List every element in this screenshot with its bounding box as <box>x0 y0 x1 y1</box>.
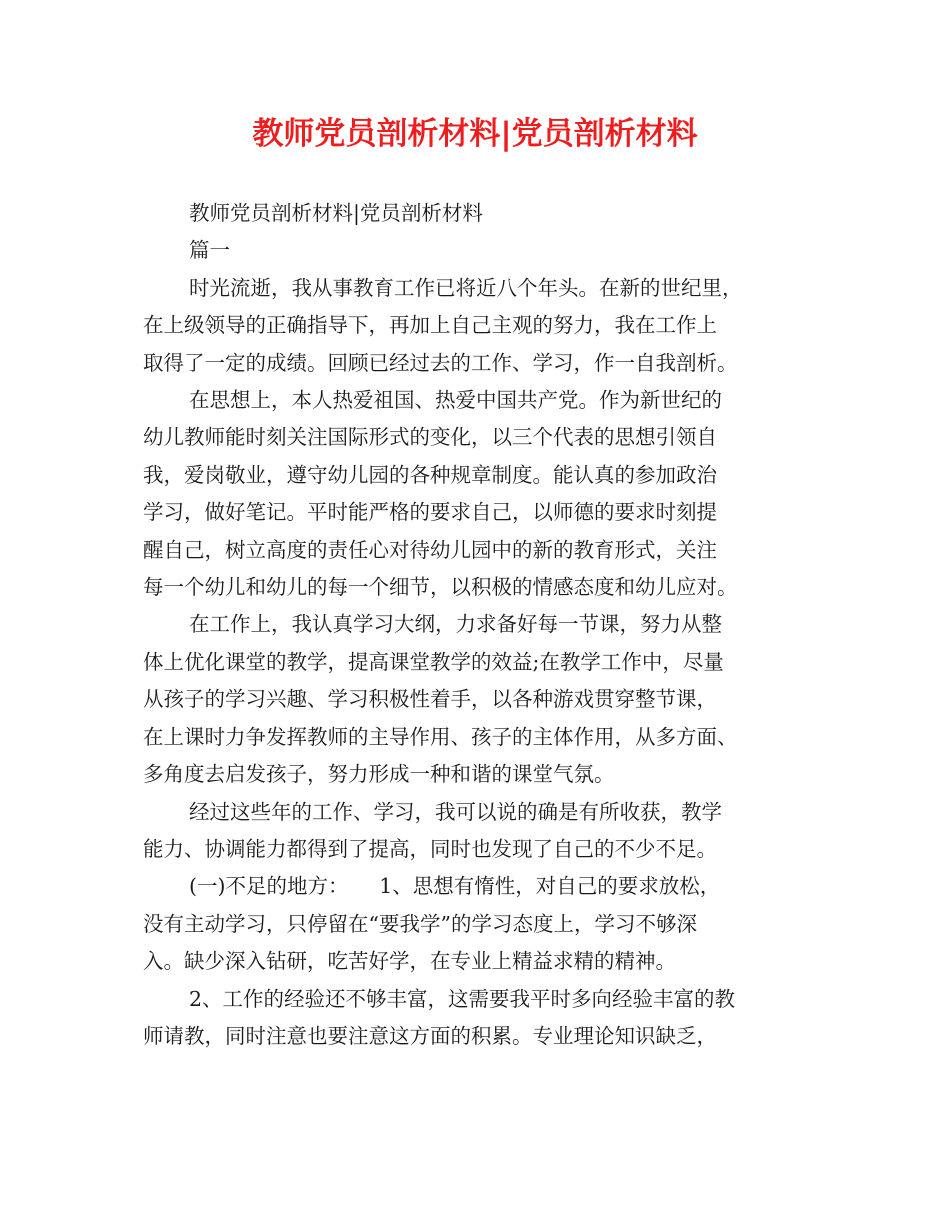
paragraph-line: 在上级领导的正确指导下，再加上自己主观的努力，我在工作上 <box>143 313 717 338</box>
paragraph-line: 师请教，同时注意也要注意这方面的积累。专业理论知识缺乏， <box>143 1023 717 1048</box>
paragraph <box>143 195 815 232</box>
paragraph <box>143 270 815 382</box>
paragraph-line: 幼儿教师能时刻关注国际形式的变化，以三个代表的思想引领自 <box>143 425 717 450</box>
paragraph-line: 入。缺少深入钻研，吃苦好学，在专业上精益求精的精神。 <box>143 949 676 974</box>
paragraph-line: 醒自己，树立高度的责任心对待幼儿园中的新的教育形式，关注 <box>143 537 717 562</box>
paragraph <box>143 981 815 1056</box>
document-title: 教师党员剖析材料|党员剖析材料 <box>252 116 698 152</box>
paragraph-line: 多角度去启发孩子，努力形成一种和谐的课堂气氛。 <box>143 762 615 787</box>
paragraph-line: (一)不足的地方： 1、思想有惰性，对自己的要求放松， <box>189 874 721 899</box>
paragraph-line: 经过这些年的工作、学习，我可以说的确是有所收获，教学 <box>189 799 722 824</box>
paragraph-line: 篇一 <box>189 238 230 263</box>
paragraph-line: 在上课时力争发挥教师的主导作用、孩子的主体作用，从多方面、 <box>143 724 738 749</box>
paragraph-line: 没有主动学习，只停留在“要我学”的学习态度上，学习不够深 <box>143 911 697 936</box>
paragraph-line: 我，爱岗敬业，遵守幼儿园的各种规章制度。能认真的参加政治 <box>143 462 717 487</box>
paragraph-line: 体上优化课堂的教学，提高课堂教学的效益;在教学工作中，尽量 <box>143 649 724 674</box>
paragraph-line: 取得了一定的成绩。回顾已经过去的工作、学习，作一自我剖析。 <box>143 350 738 375</box>
paragraph <box>143 606 815 793</box>
paragraph <box>143 794 815 869</box>
paragraph-line: 时光流逝，我从事教育工作已将近八个年头。在新的世纪里， <box>189 275 743 300</box>
document-body <box>143 195 815 1055</box>
paragraph-line: 每一个幼儿和幼儿的每一个细节，以积极的情感态度和幼儿应对。 <box>143 575 738 600</box>
paragraph-line: 能力、协调能力都得到了提高，同时也发现了自己的不少不足。 <box>143 836 717 861</box>
paragraph-line: 在思想上，本人热爱祖国、热爱中国共产党。作为新世纪的 <box>189 388 722 413</box>
paragraph-line: 教师党员剖析材料|党员剖析材料 <box>189 201 483 225</box>
paragraph-line: 2、工作的经验还不够丰富，这需要我平时多向经验丰富的教 <box>189 986 736 1011</box>
paragraph-line: 在工作上，我认真学习大纲，力求备好每一节课，努力从整 <box>189 612 722 637</box>
paragraph <box>143 868 815 980</box>
paragraph <box>143 382 815 606</box>
paragraph-line: 学习，做好笔记。平时能严格的要求自己，以师德的要求时刻提 <box>143 500 717 525</box>
paragraph-line: 从孩子的学习兴趣、学习积极性着手，以各种游戏贯穿整节课， <box>143 687 717 712</box>
paragraph <box>143 232 815 269</box>
